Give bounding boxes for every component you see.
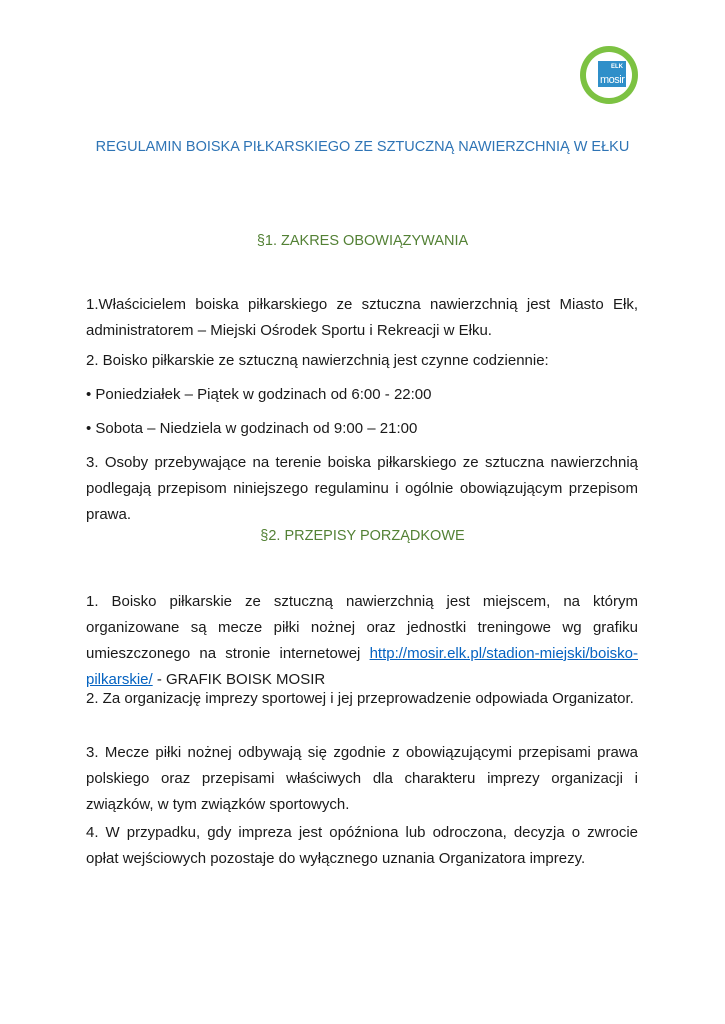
section2-heading: §2. PRZEPISY PORZĄDKOWE <box>260 528 465 544</box>
section1-paragraph-2: 2. Boisko piłkarskie ze sztuczną nawierzchnią jest czynne codziennie: <box>86 352 549 369</box>
logo-top-text: ELK <box>611 64 623 70</box>
section2-paragraph-1-tail: - GRAFIK BOISK MOSIR <box>152 671 326 688</box>
logo-square <box>598 61 626 87</box>
section2-paragraph-1 <box>86 589 638 693</box>
section1-paragraph-3: 3. Osoby przebywające na terenie boiska piłkarskiego ze sztuczna nawierzchnią podlegają przepisom niniejszego regulaminu i ogólnie obowiązującym przepisom prawa. <box>86 454 638 523</box>
document-title: REGULAMIN BOISKA PIŁKARSKIEGO ZE SZTUCZNĄ NAWIERZCHNIĄ W EŁKU <box>95 139 630 155</box>
section1-paragraph-1: 1.Właścicielem boiska piłkarskiego ze sztuczna nawierzchnią jest Miasto Ełk, administratorem – Miejski Ośrodek Sportu i Rekreacji w Ełku. <box>86 296 638 339</box>
section1-heading: §1. ZAKRES OBOWIĄZYWANIA <box>256 233 469 249</box>
mosir-logo <box>580 46 638 104</box>
section2-paragraph-2: 2. Za organizację imprezy sportowej i jej przeprowadzenie odpowiada Organizator. <box>86 690 634 707</box>
section1-bullet-weekend: • Sobota – Niedziela w godzinach od 9:00 – 21:00 <box>86 420 418 437</box>
logo-inner <box>586 52 632 98</box>
section2-paragraph-4: 4. W przypadku, gdy impreza jest opóźniona lub odroczona, decyzja o zwrocie opłat wejściowych pozostaje do wyłącznego uznania Organizatora imprezy. <box>86 824 638 867</box>
section2-paragraph-1-text: 1. Boisko piłkarskie ze sztuczną nawierzchnią jest miejscem, na którym organizowane są mecze piłki nożnej oraz jednostki treningowe wg grafiku umieszczonego na stronie internetowej <box>86 593 638 662</box>
schedule-link[interactable]: http://mosir.elk.pl/stadion-miejski/boisko-pilkarskie/ <box>86 645 638 688</box>
section1-bullet-weekdays: • Poniedziałek – Piątek w godzinach od 6:00 - 22:00 <box>86 386 432 403</box>
section2-paragraph-3: 3. Mecze piłki nożnej odbywają się zgodnie z obowiązującymi przepisami prawa polskiego oraz przepisami właściwych dla charakteru imprezy organizacji i związków, w tym związków sportowych. <box>86 744 638 813</box>
logo-word: mosir <box>600 74 625 86</box>
